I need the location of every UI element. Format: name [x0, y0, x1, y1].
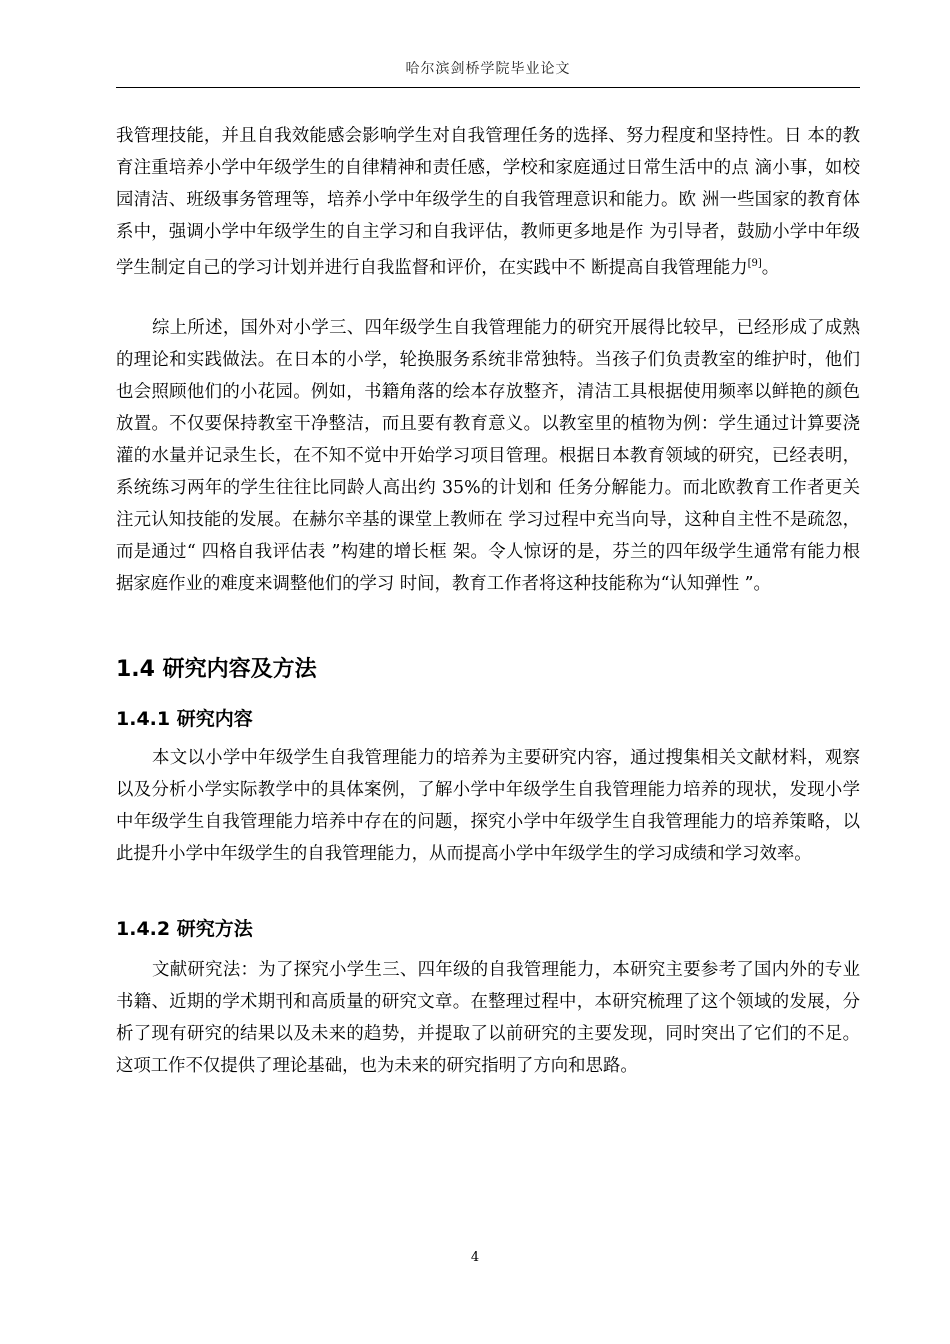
paragraph-4: 文献研究法：为了探究小学生三、四年级的自我管理能力，本研究主要参考了国内外的专业书籍、近期的学术期刊和高质量的研究文章。在整理过程中，本研究梳理了这个领域的发展，分析了现有研究的结果以及未来的趋势，并提取了以前研究的主要发现，同时突出了它们的不足。这项工作不仅提供了理论基础，也为未来的研究指明了方向和思路。 [116, 960, 860, 1076]
section-heading-1-4-1: 1.4.1 研究内容 [116, 708, 253, 730]
paragraph-3: 本文以小学中年级学生自我管理能力的培养为主要研究内容，通过搜集相关文献材料，观察以及分析小学实际教学中的具体案例，了解小学中年级学生自我管理能力培养的现状，发现小学中年级学生自我管理能力培养中存在的问题，探究小学中年级学生自我管理能力的培养策略，以此提升小学中年级学生的自我管理能力，从而提高小学中年级学生的学习成绩和学习效率。 [116, 748, 860, 864]
paragraph-2: 综上所述，国外对小学三、四年级学生自我管理能力的研究开展得比较早，已经形成了成熟的理论和实践做法。在日本的小学，轮换服务系统非常独特。当孩子们负责教室的维护时，他们也会照顾他们的小花园。例如，书籍角落的绘本存放整齐，清洁工具根据使用频率以鲜艳的颜色放置。不仅要保持教室干净整洁，而且要有教育意义。以教室里的植物为例：学生通过计算要浇灌的水量并记录生长，在不知不觉中开始学习项目管理。根据日本教育领域的研究，已经表明，系统练习两年的学生往往比同龄人高出约 35%的计划和 任务分解能力。而北欧教育工作者更关注元认知技能的发展。在赫尔辛基的课堂上教师在 学习过程中充当向导，这种自主性不是疏忽，而是通过“ 四格自我评估表 ”构建的增长框 架。令人惊讶的是，芬兰的四年级学生通常有能力根据家庭作业的难度来调整他们的学习 时间，教育工作者将这种技能称为“认知弹性 ”。 [116, 318, 860, 594]
running-header: 哈尔滨剑桥学院毕业论文 [405, 61, 571, 77]
citation-marker: [9] [747, 258, 762, 269]
section-heading-1-4-2: 1.4.2 研究方法 [116, 918, 253, 940]
section-heading-1-4: 1.4 研究内容及方法 [116, 657, 317, 682]
paragraph-1-text: 我管理技能，并且自我效能感会影响学生对自我管理任务的选择、努力程度和坚持性。日 本的教育注重培养小学中年级学生的自律精神和责任感，学校和家庭通过日常生活中的点 滴小事，如校园清洁、班级事务管理等，培养小学中年级学生的自我管理意识和能力。欧 洲一些国家的教育体系中，强调小学中年级学生的自主学习和自我评估，教师更多地是作 为引导者，鼓励小学中年级学生制定自己的学习计划并进行自我监督和评价，在实践中不 断提高自我管理能力 [116, 126, 860, 278]
paragraph-1 [116, 120, 860, 284]
page-number: 4 [470, 1250, 480, 1265]
header-divider [116, 87, 860, 88]
paragraph-1-end: 。 [761, 258, 780, 278]
